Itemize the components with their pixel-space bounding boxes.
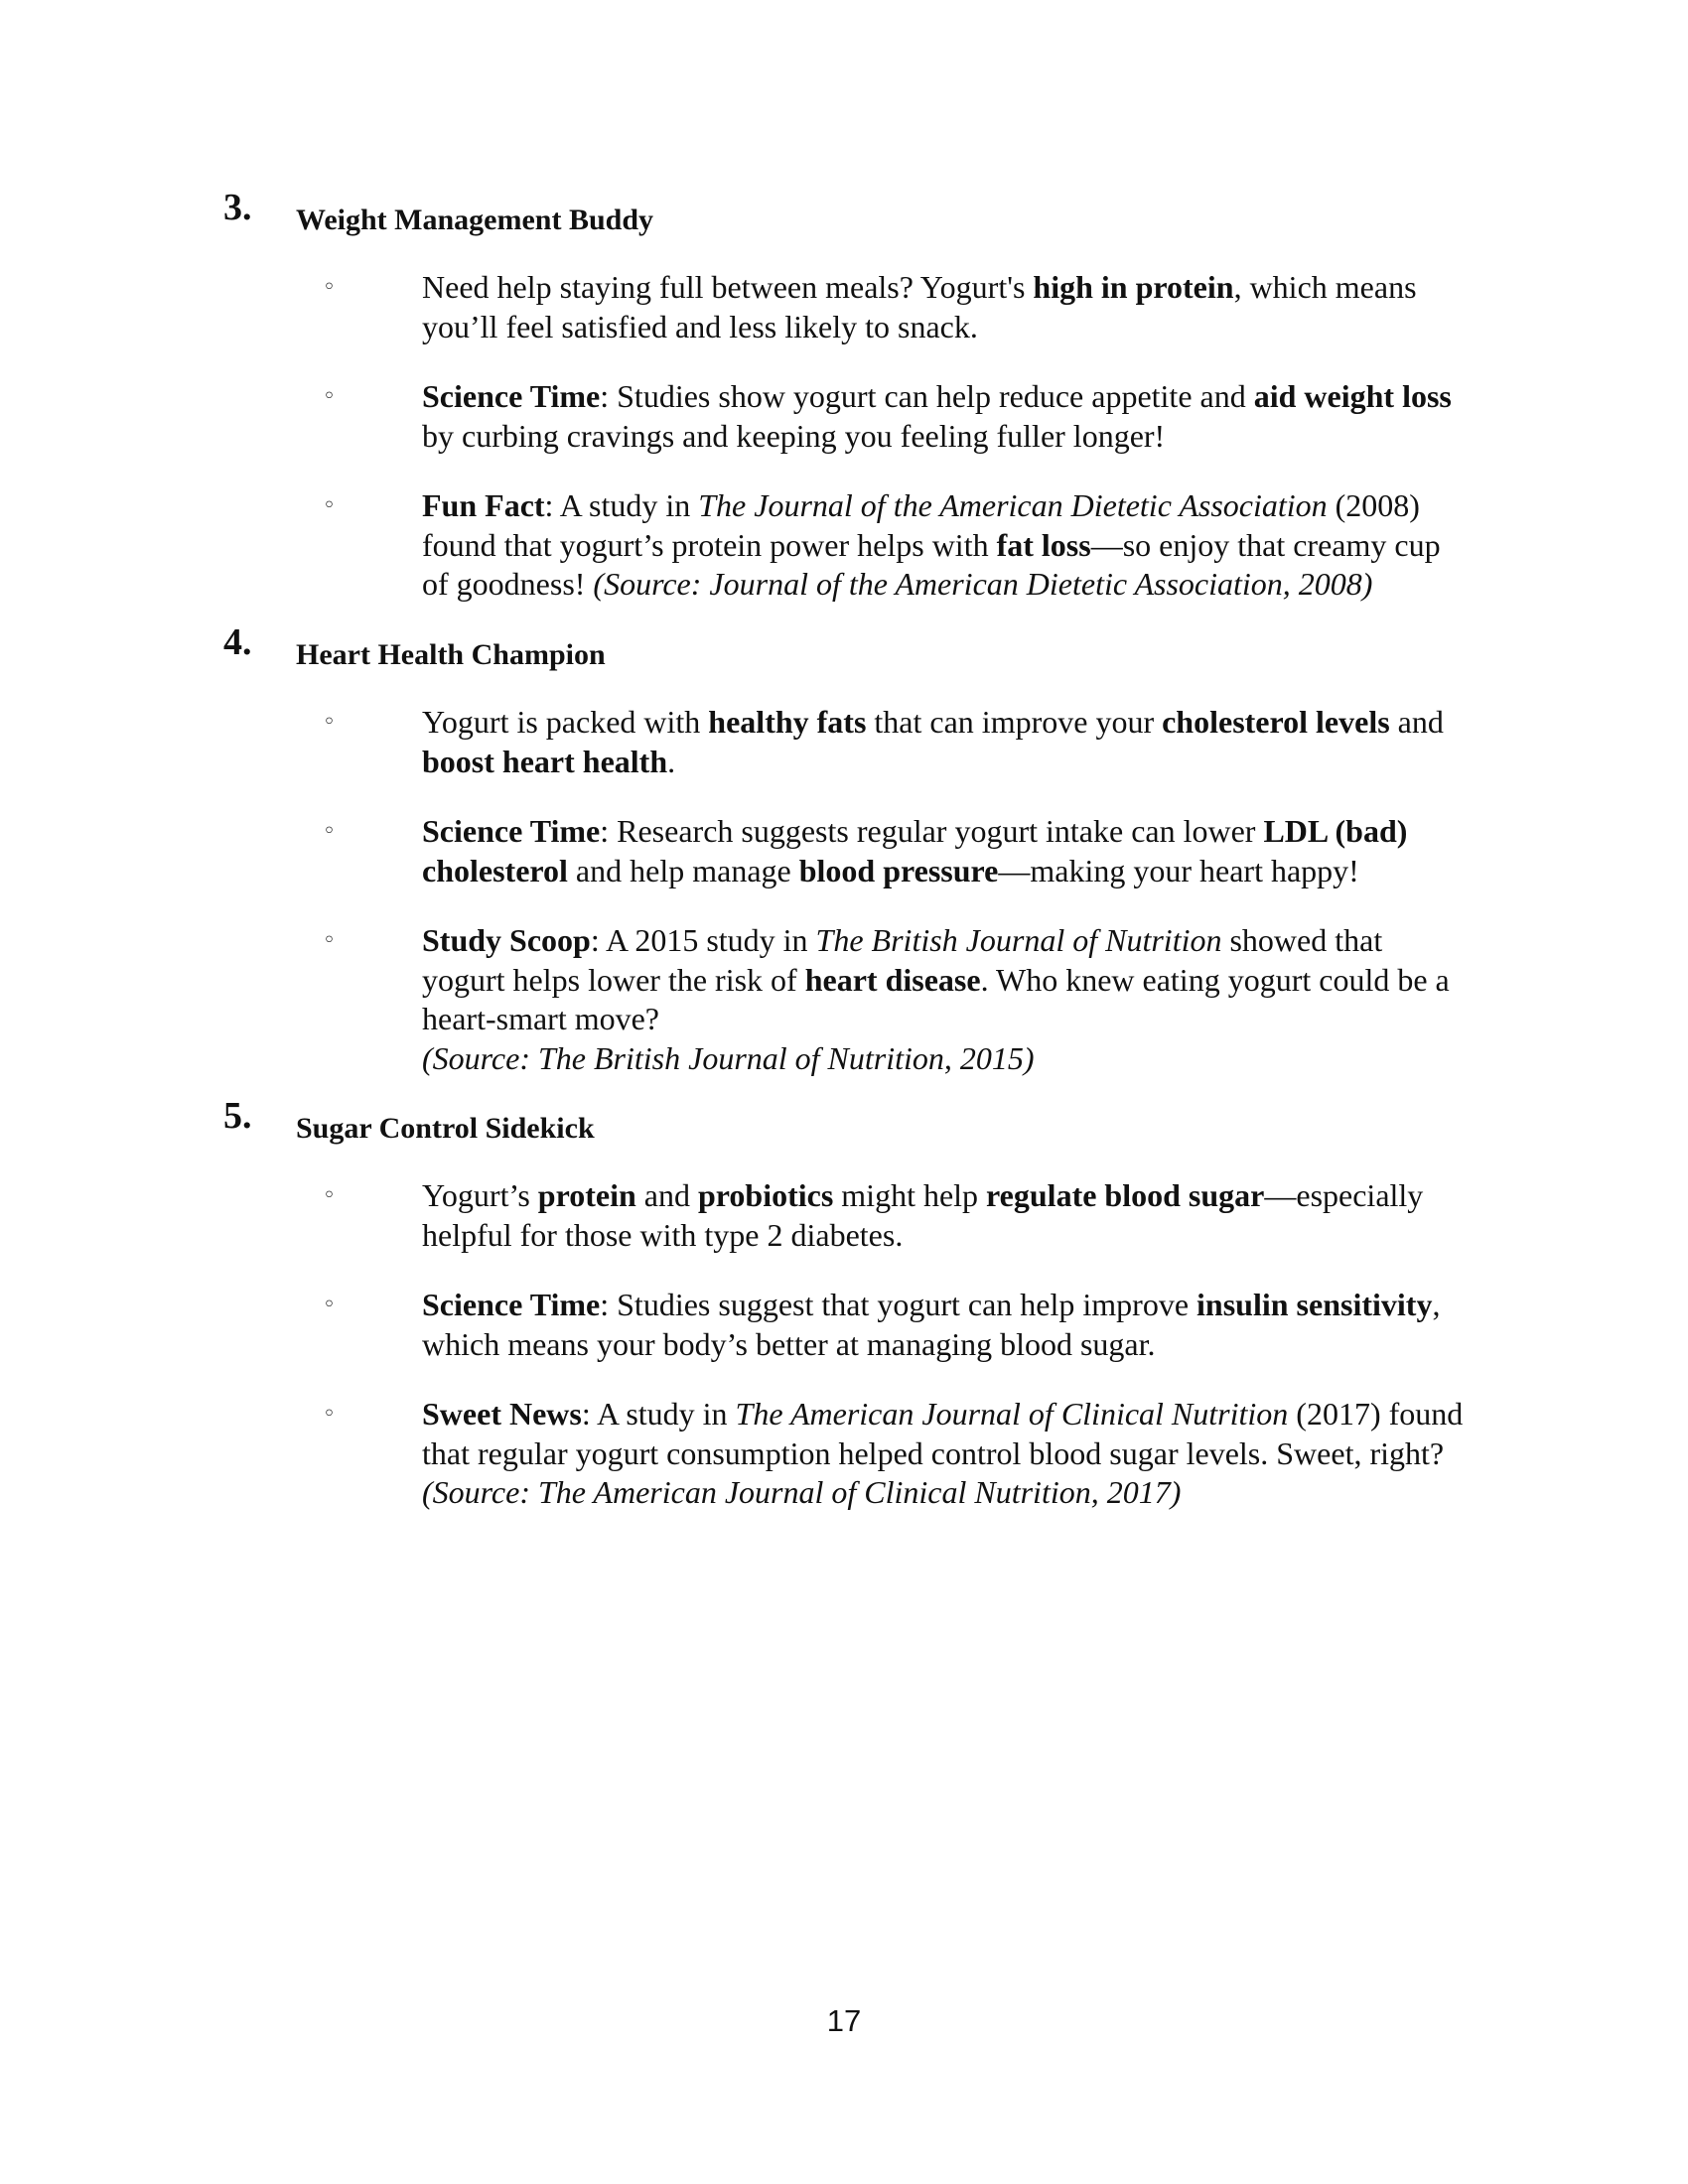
hollow-bullet-icon: ◦ bbox=[323, 710, 336, 735]
section-title: Heart Health Champion bbox=[296, 638, 606, 671]
text-line bbox=[422, 743, 1514, 782]
text-run: , bbox=[1432, 1287, 1441, 1322]
bold-text: aid weight loss bbox=[1253, 378, 1452, 414]
bold-text: high in protein bbox=[1033, 269, 1234, 305]
text-line bbox=[422, 1216, 1514, 1256]
bullet-text bbox=[422, 921, 1514, 1078]
text-run: Yogurt’s bbox=[422, 1177, 538, 1213]
text-run: showed that bbox=[1221, 922, 1383, 958]
section-title: Weight Management Buddy bbox=[296, 204, 654, 236]
text-line bbox=[422, 417, 1514, 457]
text-line bbox=[422, 268, 1514, 308]
bullet-text bbox=[422, 486, 1514, 605]
text-run: : Studies suggest that yogurt can help improve bbox=[600, 1287, 1197, 1322]
bold-text: Science Time bbox=[422, 813, 601, 849]
hollow-bullet-icon: ◦ bbox=[323, 384, 336, 409]
text-line bbox=[422, 377, 1514, 417]
bold-text: protein bbox=[537, 1177, 636, 1213]
text-run: you’ll feel satisfied and less likely to snack. bbox=[422, 308, 978, 344]
hollow-bullet-icon: ◦ bbox=[323, 493, 336, 518]
text-run: helpful for those with type 2 diabetes. bbox=[422, 1216, 904, 1253]
section-number: 4. bbox=[223, 621, 252, 663]
text-line bbox=[422, 1176, 1514, 1216]
text-line bbox=[422, 1039, 1514, 1079]
section-title: Sugar Control Sidekick bbox=[296, 1112, 595, 1145]
bold-text: healthy fats bbox=[708, 704, 867, 740]
bold-text: Science Time bbox=[422, 1287, 601, 1322]
text-run: of goodness! bbox=[422, 566, 594, 602]
text-run: : A study in bbox=[544, 487, 699, 523]
text-run: : Research suggests regular yogurt intake can lower bbox=[600, 813, 1264, 849]
text-run: yogurt helps lower the risk of bbox=[422, 961, 805, 998]
text-run: : Studies show yogurt can help reduce appetite and bbox=[600, 378, 1254, 414]
text-run: (2017) found bbox=[1288, 1396, 1464, 1432]
bold-text: cholesterol bbox=[422, 852, 568, 888]
text-run: that regular yogurt consumption helped control blood sugar levels. Sweet, right? bbox=[422, 1434, 1445, 1471]
text-line bbox=[422, 1434, 1514, 1474]
italic-text: (Source: The British Journal of Nutrition, 2015) bbox=[422, 1039, 1035, 1076]
bold-text: Sweet News bbox=[422, 1396, 582, 1432]
text-run: by curbing cravings and keeping you feeling fuller longer! bbox=[422, 417, 1166, 454]
text-run: Yogurt is packed with bbox=[422, 704, 709, 740]
text-line bbox=[422, 1473, 1514, 1513]
text-run: which means your body’s better at managing blood sugar. bbox=[422, 1325, 1156, 1362]
text-run: . Who knew eating yogurt could be a bbox=[980, 961, 1450, 998]
bold-text: blood pressure bbox=[798, 852, 999, 888]
bullet-text bbox=[422, 268, 1514, 346]
text-run: and help manage bbox=[567, 852, 799, 888]
text-run: might help bbox=[833, 1177, 987, 1213]
hollow-bullet-icon: ◦ bbox=[323, 819, 336, 844]
page-number: 17 bbox=[826, 2003, 862, 2038]
text-line bbox=[422, 526, 1514, 566]
bold-text: Science Time bbox=[422, 378, 601, 414]
hollow-bullet-icon: ◦ bbox=[323, 1183, 336, 1208]
italic-text: The Journal of the American Dietetic Association bbox=[698, 487, 1328, 523]
hollow-bullet-icon: ◦ bbox=[323, 275, 336, 300]
text-run: heart-smart move? bbox=[422, 1001, 659, 1036]
bold-text: boost heart health bbox=[422, 743, 668, 779]
text-run: and bbox=[1389, 704, 1444, 740]
section-number: 3. bbox=[223, 187, 252, 228]
bold-text: fat loss bbox=[996, 526, 1091, 563]
hollow-bullet-icon: ◦ bbox=[323, 1402, 336, 1427]
text-line bbox=[422, 852, 1514, 891]
bold-text: insulin sensitivity bbox=[1196, 1287, 1433, 1322]
bold-text: cholesterol levels bbox=[1162, 704, 1390, 740]
text-line bbox=[422, 565, 1514, 605]
text-line bbox=[422, 921, 1514, 961]
bullet-text bbox=[422, 1176, 1514, 1255]
bullet-text bbox=[422, 377, 1514, 456]
text-run: : A study in bbox=[581, 1396, 736, 1432]
bullet-text bbox=[422, 1286, 1514, 1364]
text-line bbox=[422, 1286, 1514, 1325]
text-run: : A 2015 study in bbox=[590, 922, 816, 958]
section-number: 5. bbox=[223, 1095, 252, 1137]
italic-text: (Source: Journal of the American Dietetic Association, 2008) bbox=[593, 566, 1373, 602]
italic-text: The British Journal of Nutrition bbox=[815, 922, 1222, 958]
text-run: and bbox=[635, 1177, 698, 1213]
text-line bbox=[422, 812, 1514, 852]
text-line bbox=[422, 308, 1514, 347]
text-run: —especially bbox=[1264, 1177, 1424, 1213]
text-run: (2008) bbox=[1327, 487, 1420, 523]
hollow-bullet-icon: ◦ bbox=[323, 1293, 336, 1317]
bold-text: Fun Fact bbox=[422, 487, 545, 523]
text-line bbox=[422, 1325, 1514, 1365]
text-line bbox=[422, 1000, 1514, 1039]
italic-text: (Source: The American Journal of Clinical Nutrition, 2017) bbox=[422, 1474, 1182, 1510]
bold-text: heart disease bbox=[804, 961, 981, 998]
text-run: —so enjoy that creamy cup bbox=[1090, 526, 1441, 563]
text-run: that can improve your bbox=[866, 704, 1163, 740]
text-run: found that yogurt’s protein power helps with bbox=[422, 526, 997, 563]
text-line bbox=[422, 486, 1514, 526]
text-run: Need help staying full between meals? Yogurt's bbox=[422, 269, 1034, 305]
hollow-bullet-icon: ◦ bbox=[323, 928, 336, 953]
text-run: . bbox=[667, 743, 676, 779]
text-line bbox=[422, 703, 1514, 743]
bold-text: regulate blood sugar bbox=[986, 1177, 1265, 1213]
bullet-text bbox=[422, 1395, 1514, 1513]
bold-text: LDL (bad) bbox=[1263, 813, 1408, 849]
text-run: , which means bbox=[1233, 269, 1417, 305]
italic-text: The American Journal of Clinical Nutrition bbox=[735, 1396, 1289, 1432]
bullet-text bbox=[422, 812, 1514, 890]
text-line bbox=[422, 961, 1514, 1001]
bold-text: probiotics bbox=[697, 1177, 834, 1213]
bold-text: Study Scoop bbox=[422, 922, 591, 958]
bullet-text bbox=[422, 703, 1514, 781]
text-line bbox=[422, 1395, 1514, 1434]
text-run: —making your heart happy! bbox=[998, 852, 1359, 888]
